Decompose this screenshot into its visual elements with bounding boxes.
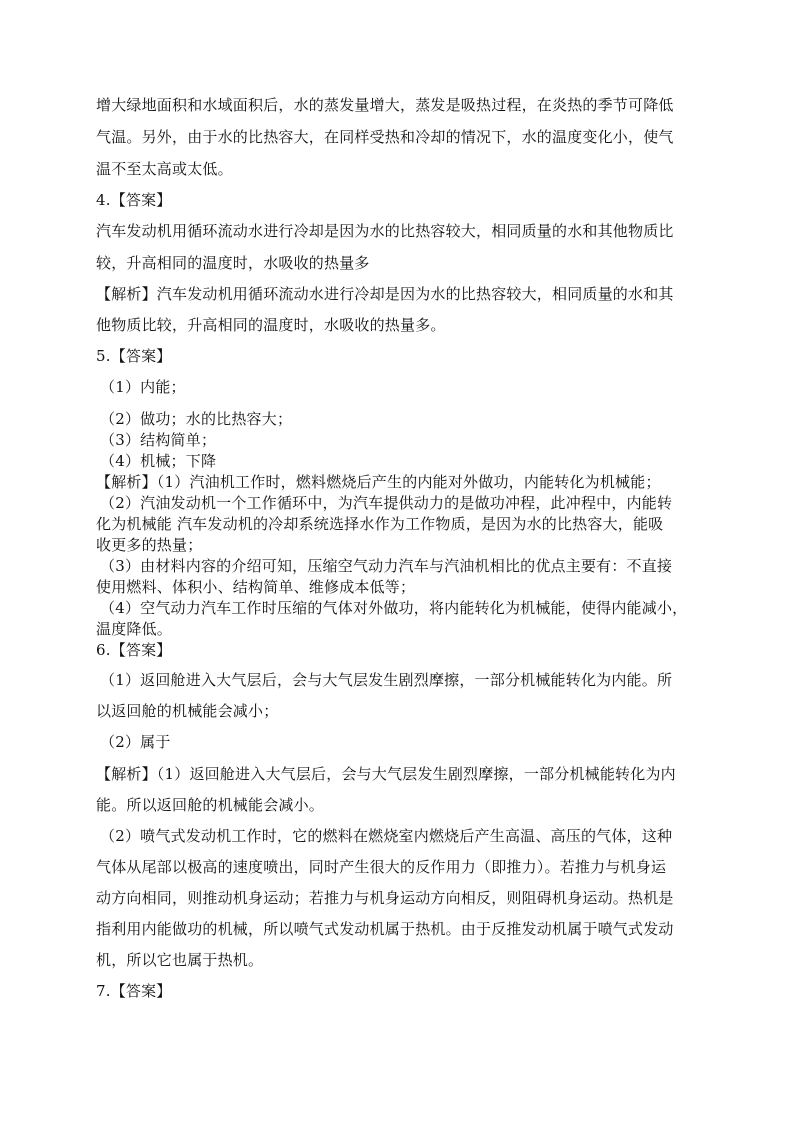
- text-line: （1）内能；: [100, 378, 186, 396]
- text-line: 较，升高相同的温度时，水吸收的热量多: [96, 254, 370, 272]
- text-line: 收更多的热量；: [96, 536, 203, 554]
- answer-heading-6: 6.【答案】: [96, 641, 172, 659]
- text-line: （1）返回舱进入大气层后，会与大气层发生剧烈摩擦，一部分机械能转化为内能。所: [100, 671, 673, 689]
- text-line: （2）汽油发动机一个工作循环中，为汽车提供动力的是做功冲程，此冲程中，内能转: [100, 494, 673, 512]
- text-line: 气体从尾部以极高的速度喷出，同时产生很大的反作用力（即推力）。若推力与机身运: [96, 858, 667, 876]
- text-line: （2）做功；水的比热容大；: [100, 410, 293, 428]
- answer-heading-5: 5.【答案】: [96, 347, 172, 365]
- text-line: 【解析】（1）返回舱进入大气层后，会与大气层发生剧烈摩擦，一部分机械能转化为内: [96, 765, 676, 783]
- text-line: 增大绿地面积和水域面积后，水的蒸发量增大，蒸发是吸热过程，在炎热的季节可降低: [96, 96, 674, 114]
- text-line: 动方向相同，则推动机身运动；若推力与机身运动方向相反，则阻碍机身运动。热机是: [96, 889, 674, 907]
- text-line: 【解析】（1）汽油机工作时，燃料燃烧后产生的内能对外做功，内能转化为机械能；: [96, 473, 661, 491]
- text-line: （3）由材料内容的介绍可知，压缩空气动力汽车与汽油机相比的优点主要有：不直接: [100, 557, 673, 575]
- text-line: 温度降低。: [96, 620, 173, 638]
- text-line: （4）机械；下降: [100, 452, 217, 470]
- text-line: 他物质比较，升高相同的温度时，水吸收的热量多。: [96, 316, 446, 334]
- text-line: 指利用内能做功的机械，所以喷气式发动机属于热机。由于反推发动机属于喷气式发动: [96, 920, 674, 938]
- text-line: 使用燃料、体积小、结构简单、维修成本低等；: [96, 578, 416, 596]
- text-line: （4）空气动力汽车工作时压缩的气体对外做功，将内能转化为机械能，使得内能减小，: [100, 599, 688, 617]
- text-line: 能。所以返回舱的机械能会减小。: [96, 796, 325, 814]
- text-line: （2）属于: [100, 733, 171, 751]
- text-line: 【解析】汽车发动机用循环流动水进行冷却是因为水的比热容较大，相同质量的水和其: [96, 285, 674, 303]
- text-line: （3）结构简单；: [100, 431, 217, 449]
- answer-heading-4: 4.【答案】: [96, 191, 172, 209]
- text-line: 化为机械能 汽车发动机的冷却系统选择水作为工作物质，是因为水的比热容大，能吸: [96, 515, 664, 533]
- text-line: （2）喷气式发动机工作时，它的燃料在燃烧室内燃烧后产生高温、高压的气体，这种: [100, 827, 673, 845]
- text-line: 汽车发动机用循环流动水进行冷却是因为水的比热容较大，相同质量的水和其他物质比: [96, 222, 674, 240]
- answer-heading-7: 7.【答案】: [96, 982, 172, 1000]
- text-line: 机，所以它也属于热机。: [96, 951, 264, 969]
- text-line: 气温。另外，由于水的比热容大，在同样受热和冷却的情况下，水的温度变化小，使气: [96, 128, 674, 146]
- text-line: 以返回舱的机械能会减小；: [96, 702, 279, 720]
- text-line: 温不至太高或太低。: [96, 160, 233, 178]
